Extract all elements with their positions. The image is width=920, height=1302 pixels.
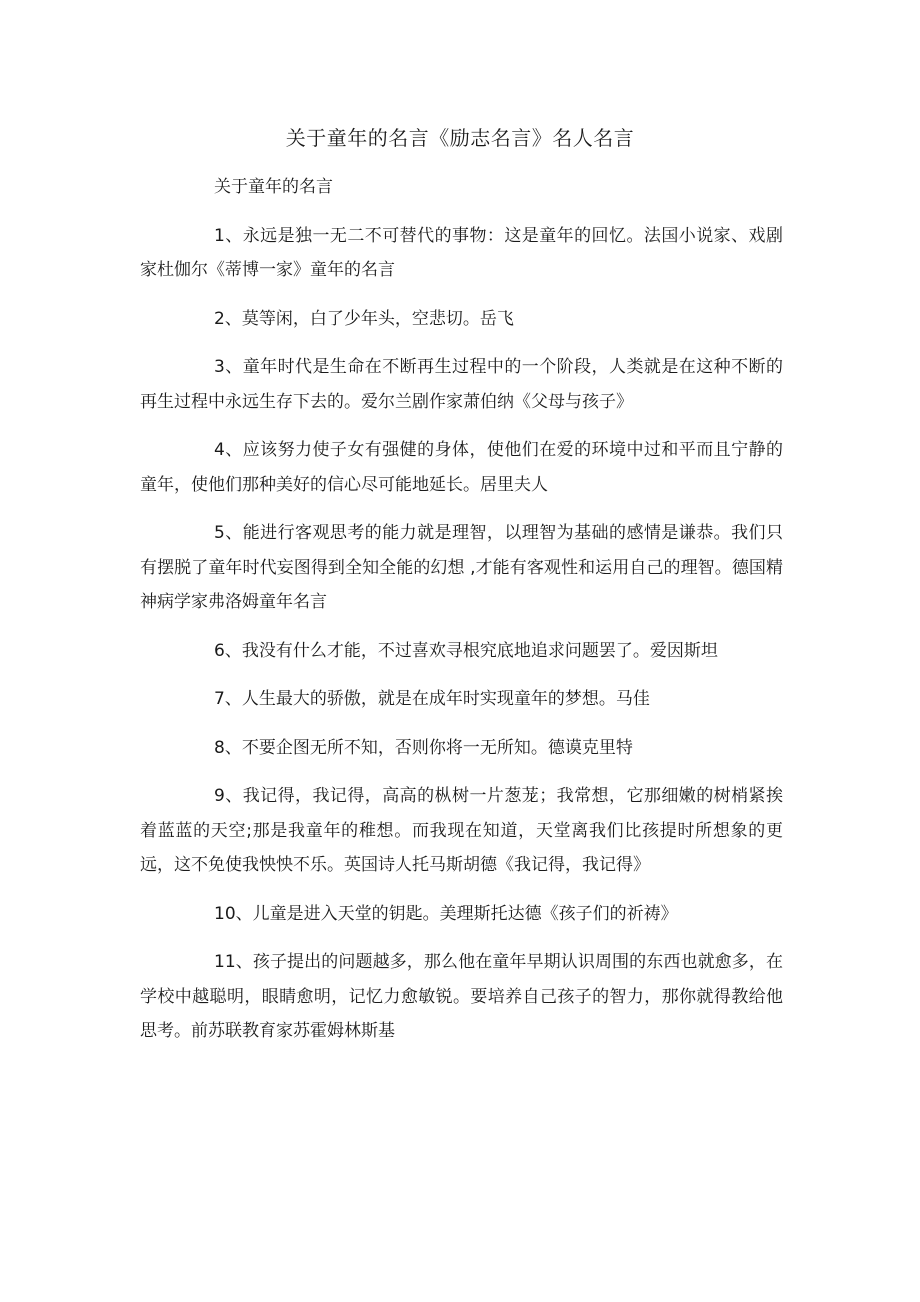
quote-paragraph: 11、孩子提出的问题越多，那么他在童年早期认识周围的东西也就愈多，在学校中越聪明，眼睛愈明，记忆力愈敏锐。要培养自己孩子的智力，那你就得教给他思考。前苏联教育家苏霍姆林斯基: [140, 952, 783, 1041]
quote-paragraph: 8、不要企图无所不知，否则你将一无所知。德谟克里特: [214, 737, 633, 758]
quote-paragraph: 7、人生最大的骄傲，就是在成年时实现童年的梦想。马佳: [214, 689, 650, 709]
quote-paragraph: 6、我没有什么才能，不过喜欢寻根究底地追求问题罢了。爱因斯坦: [214, 640, 718, 661]
quote-paragraph: 3、童年时代是生命在不断再生过程中的一个阶段，人类就是在这种不断的再生过程中永远生存下去的。爱尔兰剧作家萧伯纳《父母与孩子》: [140, 357, 783, 412]
quote-paragraph: 9、我记得，我记得，高高的枞树一片葱茏；我常想，它那细嫩的树梢紧挨着蓝蓝的天空;那是我童年的稚想。而我现在知道，天堂离我们比孩提时所想象的更远，这不免使我怏怏不乐。英国诗人托马斯胡德《我记得，我记得》: [140, 786, 783, 875]
document-title: 关于童年的名言《励志名言》名人名言: [285, 126, 635, 150]
quote-paragraph: 1、永远是独一无二不可替代的事物：这是童年的回忆。法国小说家、戏剧家杜伽尔《蒂博一家》童年的名言: [140, 225, 783, 280]
quote-paragraph: 10、儿童是进入天堂的钥匙。美理斯托达德《孩子们的祈祷》: [214, 903, 678, 924]
document-body: [140, 170, 783, 1063]
section-heading: 关于童年的名言: [214, 177, 333, 197]
quote-paragraph: 5、能进行客观思考的能力就是理智，以理智为基础的感情是谦恭。我们只有摆脱了童年时代妄图得到全知全能的幻想 ,才能有客观性和运用自己的理智。德国精神病学家弗洛姆童年名言: [140, 523, 783, 612]
quote-paragraph: 2、莫等闲，白了少年头，空悲切。岳飞: [214, 308, 514, 329]
quote-paragraph: 4、应该努力使子女有强健的身体，使他们在爱的环境中过和平而且宁静的童年，使他们那种美好的信心尽可能地延长。居里夫人: [140, 440, 783, 495]
